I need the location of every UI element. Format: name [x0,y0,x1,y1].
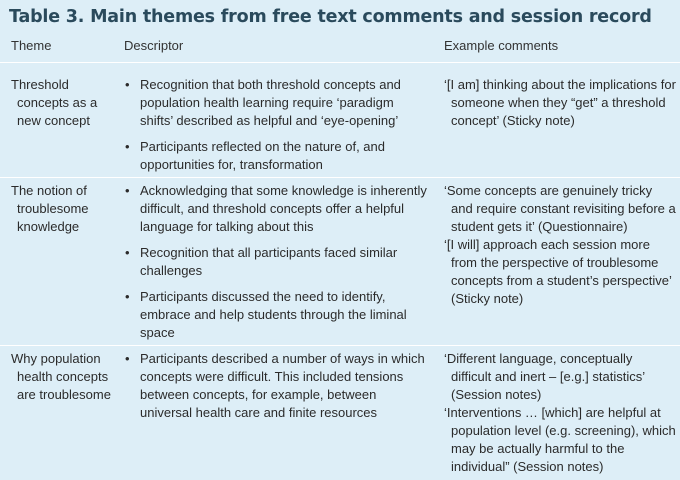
theme-cell: The notion of troublesome knowledge [11,183,89,234]
descriptor-cell [124,76,429,182]
example-comment: ‘Some concepts are genuinely tricky and require constant revisiting before a student gets it’ (Questionnaire) [444,183,676,234]
example-cell [444,76,676,130]
descriptor-item: • Recognition that all participants faced similar challenges [124,244,429,280]
example-comment: ‘Different language, conceptually difficult and inert – [e.g.] statistics’ (Session notes) [444,351,645,402]
example-cell [444,182,676,308]
descriptor-item: • Participants described a number of ways in which concepts were difficult. This included tensions between concepts, for example, between universal health care and finite resources [124,350,429,422]
example-cell [444,350,676,476]
descriptor-cell [124,182,429,350]
example-comment: ‘Interventions … [which] are helpful at population level (e.g. screening), which may be actually harmful to the individual” (Session notes) [444,405,676,474]
example-comment: ‘[I will] approach each session more from the perspective of troublesome concepts from a student’s perspective’ (Sticky note) [444,237,672,306]
header-divider [0,62,680,63]
descriptor-item: • Acknowledging that some knowledge is inherently difficult, and threshold concepts offer a helpful language for talking about this [124,182,429,236]
header-descriptor: Descriptor [124,38,184,53]
theme-cell: Threshold concepts as a new concept [11,77,98,128]
theme-cell: Why population health concepts are troublesome [11,351,111,402]
descriptor-item: • Participants discussed the need to identify, embrace and help students through the liminal space [124,288,429,342]
example-comment: ‘[I am] thinking about the implications for someone when they “get” a threshold concept’ (Sticky note) [444,77,676,128]
row-divider [0,177,680,178]
descriptor-item: • Participants reflected on the nature of, and opportunities for, transformation [124,138,429,174]
descriptor-item: • Recognition that both threshold concepts and population health learning require ‘paradigm shifts’ described as helpful and ‘eye-opening’ [124,76,429,130]
descriptor-cell [124,350,429,430]
header-example-comments: Example comments [444,38,559,53]
table-title: Table 3. Main themes from free text comments and session record [9,7,652,27]
header-theme: Theme [11,38,52,53]
row-divider [0,345,680,346]
